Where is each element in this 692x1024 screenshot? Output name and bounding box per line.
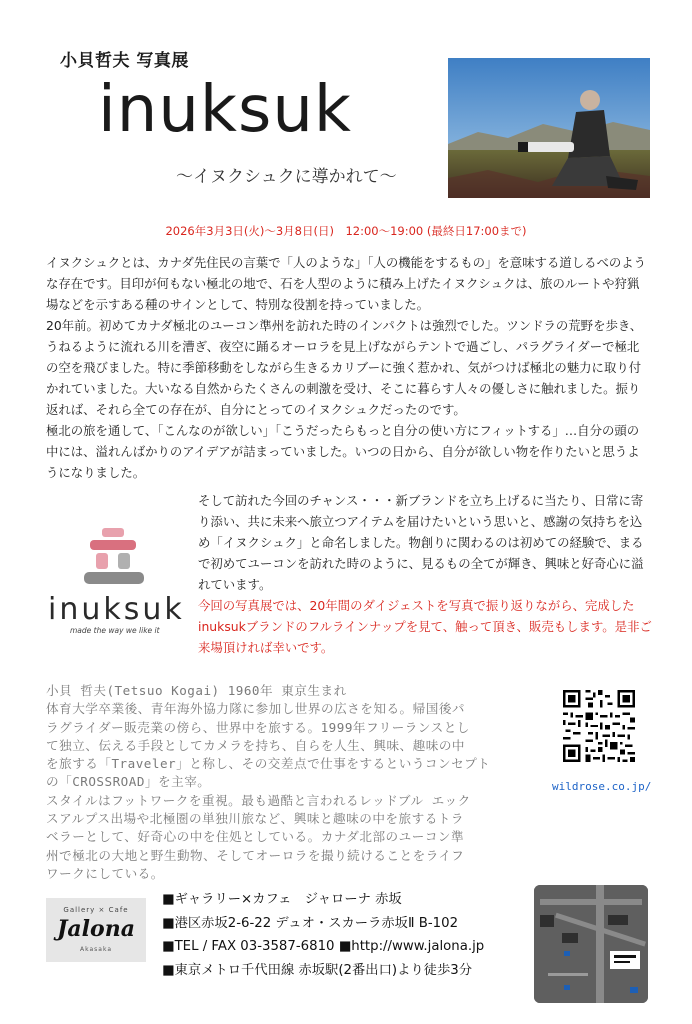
- intro-paragraph: 極北の旅を通して、「こんなのが欲しい」「こうだったらもっと自分の使い方にフィットする」…自分の頭の中には、溢れんばかりのアイデアが詰まっていました。いつの日から、自分が欲しい物を作りたいと思うようになりました。: [46, 423, 640, 480]
- profile-line: の「CROSSROAD」を主宰。: [46, 774, 211, 790]
- profile-line: て独立、伝える手段としてカメラを持ち、自らを人生、興味、趣味の中: [46, 737, 465, 753]
- gallery-logo: [46, 898, 146, 962]
- hero-photo: [448, 58, 650, 198]
- profile-line: 体育大学卒業後、青年海外協力隊に参加し世界の広さを知る。帰国後パ: [46, 701, 465, 717]
- intro-paragraph: イヌクシュクとは、カナダ先住民の言葉で「人のような」「人の機能をするもの」を意味する道しるべのような存在です。目印が何もない極北の地で、石を人型のように積み上げたイヌクシュクは、旅のルートや狩猟場などを示すある種のサインとして、特別な役割を持っていました。: [46, 255, 647, 312]
- page-title: inuksuk: [98, 73, 352, 147]
- intro-paragraph: 20年前。初めてカナダ極北のユーコン準州を訪れた時のインパクトは強烈でした。ツンドラの荒野を歩き、うねるように流れる川を漕ぎ、夜空に踊るオーロラを見上げながらテントで過ごし、パラグライダーで極北の空を飛びました。特に季節移動をしながら生きるカリブーに強く惹かれ、気がつけば極北の魅力に取り付かれていました。大いなる自然からたくさんの刺激を受け、そこに暮らす人々の優しさに触れました。振り返れば、それら全ての存在が、自分にとってのイヌクシュクだったのです。: [46, 318, 643, 417]
- profile-line: スアルプス出場や北極圏の単独川旅など、興味と趣味の中を旅するトラ: [46, 811, 464, 827]
- naming-paragraph: そして訪れた今回のチャンス・・・新ブランドを立ち上げるに当たり、日常に寄り添い、共に未来へ旅立つアイテムを届けたいという思いと、感謝の気持ちを込め「イヌクシュク」と命名しました。物創りに関わるのは初めての経験で、まるで初めてユーコンを訪れた時のように、見るもの全てが輝き、興味と好奇心に溢れています。: [198, 493, 644, 592]
- website-link[interactable]: wildrose.co.jp/: [552, 780, 652, 793]
- access-map: [534, 885, 648, 1003]
- invitation-highlight: 今回の写真展では、20年間のダイジェストを写真で振り返りながら、完成したinuksukブランドのフルラインナップを見て、触って頂き、販売もします。是非ご来場頂ければ幸いです。: [198, 598, 652, 655]
- qr-code[interactable]: [563, 690, 635, 762]
- gallery-logo-name: Jalona: [57, 916, 135, 942]
- photographer-profile: [46, 682, 546, 883]
- intro-text: [46, 252, 648, 483]
- profile-line: 小貝 哲夫(Tetsuo Kogai) 1960年 東京生まれ: [46, 683, 347, 698]
- gallery-logo-sub: Akasaka: [80, 946, 112, 953]
- profile-line: ワークにしている。: [46, 865, 164, 881]
- venue-info: [162, 888, 484, 982]
- venue-name: ■ギャラリー×カフェ ジャローナ 赤坂: [162, 892, 402, 907]
- gallery-logo-top: Gallery × Cafe: [63, 906, 129, 914]
- exhibit-label: 小貝哲夫 写真展: [60, 51, 189, 71]
- page-subtitle: ～イヌクシュクに導かれて～: [176, 167, 397, 187]
- venue-contact: ■TEL / FAX 03-3587-6810 ■http://www.jalona.jp: [162, 939, 485, 954]
- profile-line: スタイルはフットワークを重視。最も過酷と言われるレッドブル エック: [46, 792, 471, 808]
- brand-wordmark: inuksuk: [48, 592, 185, 627]
- brand-tagline: made the way we like it: [70, 626, 160, 635]
- exhibit-dates: 2026年3月3日(火)～3月8日(日) 12:00～19:00 (最終日17:00まで): [165, 224, 527, 238]
- profile-line: 州で極北の大地と野生動物、そしてオーロラを撮り続けることをライフ: [46, 847, 465, 863]
- venue-address: ■港区赤坂2-6-22 デュオ・スカーラ赤坂Ⅱ B-102: [162, 915, 459, 931]
- profile-line: を旅する「Traveler」と称し、その交差点で仕事をするというコンセプト: [46, 756, 491, 772]
- venue-access: ■東京メトロ千代田線 赤坂駅(2番出口)より徒歩3分: [162, 962, 473, 978]
- profile-line: ベラーとして、好奇心の中を住処としている。カナダ北部のユーコン準: [46, 829, 465, 845]
- naming-text: [198, 490, 654, 658]
- profile-line: ラグライダー販売業の傍ら、世界中を旅する。1999年フリーランスとし: [46, 719, 470, 735]
